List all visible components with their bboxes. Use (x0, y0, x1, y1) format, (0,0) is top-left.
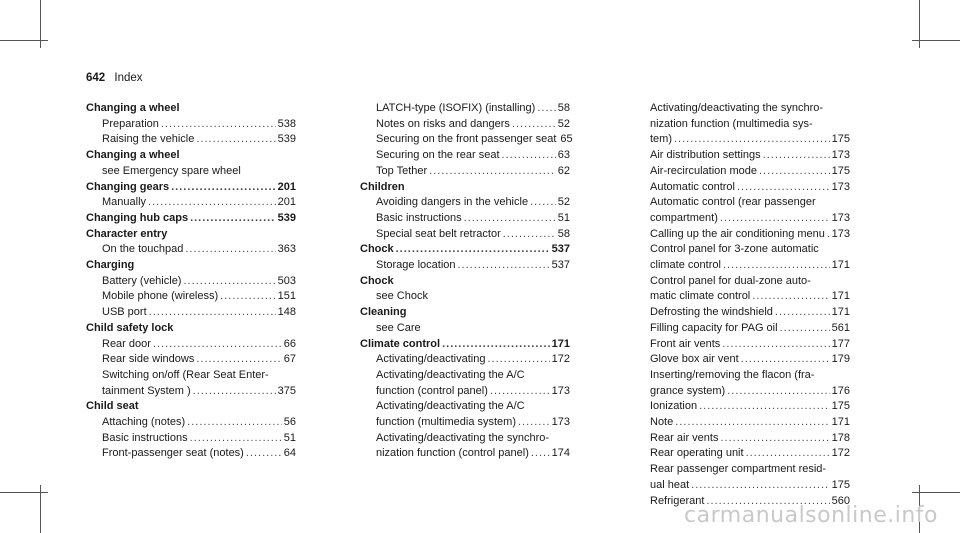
entry-text: Special seat belt retractor (376, 227, 501, 240)
page-reference: 52 (557, 196, 570, 209)
entry-text: Child safety lock (86, 321, 174, 334)
page-reference: 539 (277, 133, 296, 146)
crop-mark-bottom-left-h (0, 492, 48, 493)
index-subentry (360, 384, 570, 400)
index-subentry (360, 117, 570, 133)
dot-leader (675, 415, 829, 431)
page-reference: 178 (831, 431, 850, 444)
page-reference: 64 (283, 447, 296, 460)
index-subentry (634, 415, 850, 431)
entry-text: Ionization (650, 400, 698, 413)
page-reference: 148 (277, 306, 296, 319)
page-reference: 375 (277, 384, 296, 397)
index-subentry (634, 399, 850, 415)
entry-text: Rear operating unit (650, 447, 744, 460)
index-heading (86, 211, 296, 227)
page-reference: 171 (831, 259, 850, 272)
dot-leader (190, 211, 276, 227)
entry-text: Activating/deactivating the A/C (376, 368, 525, 381)
dot-leader (153, 337, 282, 353)
entry-text: Climate control (360, 337, 441, 350)
page-reference: 177 (831, 337, 850, 350)
dot-leader (763, 148, 830, 164)
page-reference: 175 (831, 400, 850, 413)
page-reference: 171 (831, 306, 850, 319)
entry-text: Battery (vehicle) (102, 274, 182, 287)
page-reference: 201 (277, 196, 296, 209)
entry-text: Refrigerant (650, 494, 705, 507)
page-reference: 52 (557, 117, 570, 130)
entry-text: LATCH-type (ISOFIX) (installing) (376, 102, 536, 114)
entry-text: tem) (650, 133, 672, 146)
entry-text: Chock (360, 274, 394, 287)
index-subentry (86, 195, 296, 211)
page-reference: 201 (277, 180, 296, 193)
page-reference: 58 (557, 227, 570, 240)
page-reference: 62 (557, 164, 570, 177)
dot-leader (775, 305, 830, 321)
index-heading (86, 101, 296, 117)
dot-leader (183, 274, 275, 290)
page-reference: 51 (557, 211, 570, 224)
index-subentry (634, 227, 850, 243)
dot-leader (458, 258, 550, 274)
dot-leader (827, 227, 830, 243)
entry-text: Top Tether (376, 164, 428, 177)
entry-text: Securing on the front passenger seat (376, 133, 557, 146)
entry-text: climate control (650, 259, 721, 272)
page-reference: 560 (831, 494, 850, 507)
index-heading (360, 337, 570, 353)
dot-leader (487, 352, 549, 368)
entry-text: Air-recirculation mode (650, 164, 757, 177)
dot-leader (187, 415, 282, 431)
entry-text: Rear door (102, 337, 151, 350)
entry-text: see Chock (376, 290, 428, 303)
dot-leader (727, 384, 829, 400)
dot-leader (530, 195, 556, 211)
dot-leader (429, 164, 556, 180)
index-heading (86, 258, 296, 274)
entry-text: Notes on risks and dangers (376, 117, 510, 130)
index-subentry (360, 148, 570, 164)
page-reference: 172 (831, 447, 850, 460)
page-reference: 537 (551, 259, 570, 272)
page-reference: 58 (557, 102, 570, 114)
index-subentry (634, 462, 850, 478)
entry-text: nization function (control panel) (376, 447, 529, 460)
index-subentry (634, 274, 850, 290)
index-subentry (360, 195, 570, 211)
entry-text: Calling up the air conditioning menu (650, 227, 825, 240)
entry-text: Mobile phone (wireless) (102, 290, 219, 303)
dot-leader (442, 337, 550, 353)
entry-text: Defrosting the windshield (650, 306, 773, 319)
index-subentry (634, 321, 850, 337)
index-subentry (634, 180, 850, 196)
entry-text: Activating/deactivating the A/C (376, 400, 525, 413)
page-header (86, 72, 143, 84)
index-subentry (86, 274, 296, 290)
dot-leader (464, 211, 556, 227)
entry-text: matic climate control (650, 290, 751, 303)
index-subentry (634, 211, 850, 227)
page-reference: 537 (551, 243, 570, 256)
page-reference: 65 (560, 133, 573, 146)
entry-text: On the touchpad (102, 243, 184, 256)
entry-text: Children (360, 180, 405, 193)
index-subentry (360, 289, 570, 305)
entry-text: nization function (multimedia sys- (650, 117, 813, 130)
index-subentry (634, 446, 850, 462)
page-reference: 175 (831, 164, 850, 177)
index-subentry (86, 431, 296, 447)
entry-text: Child seat (86, 400, 139, 413)
crop-mark-top-right-h (912, 40, 960, 41)
page-reference: 171 (831, 416, 850, 429)
entry-text: Control panel for dual-zone auto- (650, 274, 811, 287)
dot-leader (502, 148, 556, 164)
index-subentry (634, 117, 850, 133)
dot-leader (531, 446, 550, 462)
dot-leader (699, 399, 830, 415)
dot-leader (780, 321, 830, 337)
entry-text: Changing a wheel (86, 102, 180, 114)
index-subentry (86, 446, 296, 462)
page-reference: 67 (283, 353, 296, 366)
entry-text: Raising the vehicle (102, 133, 195, 146)
index-subentry (634, 101, 850, 117)
index-subentry (360, 258, 570, 274)
entry-text: Chock (360, 243, 394, 256)
index-heading (86, 148, 296, 164)
dot-leader (723, 258, 830, 274)
entry-text: tainment System ) (102, 384, 191, 397)
index-subentry (86, 384, 296, 400)
entry-text: Switching on/off (Rear Seat Enter- (102, 368, 269, 381)
page-reference: 173 (831, 211, 850, 224)
index-subentry (634, 164, 850, 180)
entry-text: Automatic control (650, 180, 735, 193)
entry-text: Attaching (notes) (102, 416, 186, 429)
page-reference: 171 (551, 337, 570, 350)
dot-leader (196, 352, 281, 368)
dot-leader (396, 242, 550, 258)
page-reference: 175 (831, 478, 850, 491)
entry-text: USB port (102, 306, 147, 319)
dot-leader (185, 242, 275, 258)
page-reference: 173 (831, 180, 850, 193)
dot-leader (503, 227, 556, 243)
index-subentry (634, 352, 850, 368)
index-subentry (86, 368, 296, 384)
dot-leader (752, 289, 829, 305)
index-subentry (360, 368, 570, 384)
dot-leader (537, 101, 555, 117)
dot-leader (759, 164, 830, 180)
entry-text: Cleaning (360, 306, 407, 319)
dot-leader (246, 446, 282, 462)
page-reference: 171 (831, 290, 850, 303)
index-subentry (634, 195, 850, 211)
index-subentry (634, 384, 850, 400)
index-subentry (360, 132, 573, 148)
entry-text: see Emergency spare wheel (102, 164, 241, 177)
entry-text: Air distribution settings (650, 149, 761, 162)
index-heading (360, 242, 570, 258)
index-subentry (634, 289, 850, 305)
watermark: carmanualsonline.info (684, 503, 938, 528)
index-subentry (634, 305, 850, 321)
page-reference: 173 (831, 149, 850, 162)
index-heading (360, 274, 570, 290)
index-subentry (360, 321, 570, 337)
index-subentry (634, 368, 850, 384)
dot-leader (674, 132, 830, 148)
entry-text: Preparation (102, 117, 159, 130)
entry-text: Front air vents (650, 337, 721, 350)
page-reference: 363 (277, 243, 296, 256)
page-reference: 66 (283, 337, 296, 350)
entry-text: Filling capacity for PAG oil (650, 321, 778, 334)
entry-text: Charging (86, 259, 135, 272)
index-heading (86, 180, 296, 196)
entry-text: Changing hub caps (86, 211, 189, 224)
entry-text: Note (650, 416, 674, 429)
index-subentry (360, 227, 570, 243)
dot-leader (691, 478, 829, 494)
index-heading (86, 321, 296, 337)
entry-text: Avoiding dangers in the vehicle (376, 196, 529, 209)
index-column-2 (360, 101, 573, 462)
index-subentry (86, 337, 296, 353)
page-number: 642 (86, 72, 106, 84)
dot-leader (720, 431, 829, 447)
page-reference: 561 (831, 321, 850, 334)
crop-mark-bottom-right-h (912, 492, 960, 493)
index-subentry (360, 431, 570, 447)
page-reference: 175 (831, 133, 850, 146)
entry-text: Changing gears (86, 180, 170, 193)
index-heading (86, 399, 296, 415)
crop-mark-top-left-h (0, 40, 48, 41)
index-subentry (360, 164, 570, 180)
page-reference: 176 (831, 384, 850, 397)
dot-leader (193, 384, 276, 400)
entry-text: Manually (102, 196, 147, 209)
entry-text: ual heat (650, 478, 690, 491)
dot-leader (737, 180, 830, 196)
dot-leader (148, 195, 276, 211)
entry-text: Control panel for 3-zone automatic (650, 243, 819, 256)
dot-leader (741, 352, 830, 368)
dot-leader (518, 415, 550, 431)
page-reference: 151 (277, 290, 296, 303)
index-subentry (86, 117, 296, 133)
dot-leader (512, 117, 556, 133)
entry-text: Activating/deactivating the synchro- (650, 102, 824, 114)
page-reference: 539 (277, 211, 296, 224)
dot-leader (196, 132, 275, 148)
index-subentry (360, 415, 570, 431)
dot-leader (720, 211, 830, 227)
dot-leader (746, 446, 830, 462)
index-subentry (86, 242, 296, 258)
index-subentry (634, 478, 850, 494)
entry-text: Rear side windows (102, 353, 195, 366)
index-subentry (86, 289, 296, 305)
index-subentry (360, 211, 570, 227)
dot-leader (220, 289, 275, 305)
index-heading (86, 227, 296, 243)
entry-text: grance system) (650, 384, 726, 397)
index-subentry (360, 352, 570, 368)
entry-text: Glove box air vent (650, 353, 739, 366)
index-subentry (86, 415, 296, 431)
entry-text: Front-passenger seat (notes) (102, 447, 244, 460)
entry-text: Automatic control (rear passenger (650, 196, 816, 209)
page-reference: 538 (277, 117, 296, 130)
index-heading (360, 305, 570, 321)
entry-text: Storage location (376, 259, 456, 272)
dot-leader (171, 180, 276, 196)
page-reference: 63 (557, 149, 570, 162)
index-subentry (634, 431, 850, 447)
entry-text: Rear air vents (650, 431, 719, 444)
entry-text: function (control panel) (376, 384, 488, 397)
index-column-3 (634, 101, 850, 509)
entry-text: Character entry (86, 227, 168, 240)
section-title: Index (114, 72, 143, 84)
page-reference: 56 (283, 416, 296, 429)
entry-text: Basic instructions (102, 431, 188, 444)
index-subentry (634, 258, 850, 274)
entry-text: see Care (376, 321, 421, 334)
index-subentry (634, 132, 850, 148)
dot-leader (190, 431, 282, 447)
dot-leader (490, 384, 550, 400)
index-subentry (634, 148, 850, 164)
entry-text: Basic instructions (376, 211, 462, 224)
dot-leader (161, 117, 276, 133)
entry-text: compartment) (650, 211, 718, 224)
page-reference: 503 (277, 274, 296, 287)
index-subentry (86, 164, 296, 180)
page-reference: 51 (283, 431, 296, 444)
page-reference: 173 (551, 416, 570, 429)
entry-text: Activating/deactivating (376, 353, 486, 366)
page-reference: 173 (551, 384, 570, 397)
index-column-1 (86, 101, 296, 462)
index-subentry (86, 132, 296, 148)
index-subentry (360, 446, 570, 462)
page-reference: 173 (831, 227, 850, 240)
entry-text: Inserting/removing the flacon (fra- (650, 368, 815, 381)
entry-text: function (multimedia system) (376, 416, 516, 429)
page-reference: 172 (551, 353, 570, 366)
index-heading (360, 180, 570, 196)
entry-text: Changing a wheel (86, 149, 180, 162)
index-subentry (86, 352, 296, 368)
entry-text: Rear passenger compartment resid- (650, 463, 827, 476)
page-reference: 179 (831, 353, 850, 366)
page-reference: 174 (551, 447, 570, 460)
index-subentry (360, 399, 570, 415)
dot-leader (722, 337, 829, 353)
index-subentry (86, 305, 296, 321)
dot-leader (149, 305, 276, 321)
entry-text: Securing on the rear seat (376, 149, 500, 162)
index-subentry (634, 337, 850, 353)
index-subentry (360, 101, 570, 117)
index-subentry (634, 242, 850, 258)
entry-text: Activating/deactivating the synchro- (376, 431, 550, 444)
